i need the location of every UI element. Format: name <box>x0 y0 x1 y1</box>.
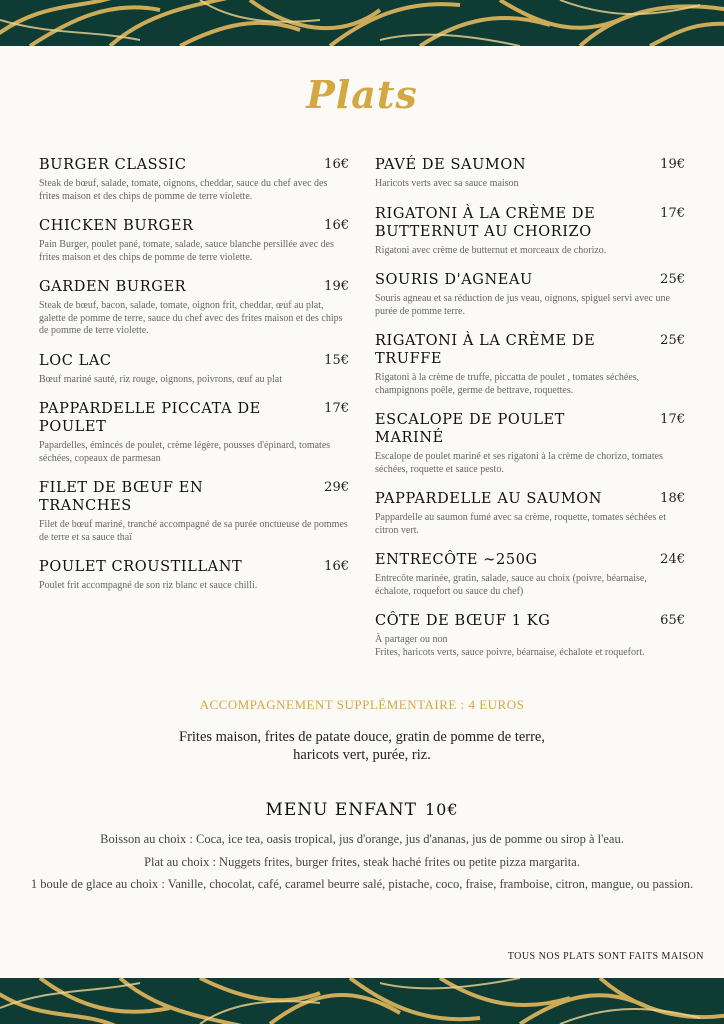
dish-name: GARDEN BURGER <box>39 279 187 295</box>
dish-price: 16€ <box>324 559 349 574</box>
dish-description: Haricots verts avec sa sauce maison <box>375 178 519 189</box>
dish-description: Papardelles, émincés de poulet, crème légère, pousses d'épinard, tomates séchées, copeaux de parmesan <box>39 440 331 464</box>
dish-header <box>39 156 349 174</box>
dish-item <box>375 490 685 537</box>
dish-name: ESCALOPE DE POULET MARINÉ <box>375 412 565 446</box>
dish-header <box>375 411 685 447</box>
dish-name: ENTRECÔTE ~250G <box>375 552 538 568</box>
page-title: Plats <box>306 72 418 117</box>
dish-item <box>39 400 349 465</box>
dish-description: Rigatoni à la crème de truffe, piccatta de poulet , tomates séchées, champignons poêle, germe de bettrave, roquettes. <box>375 372 640 396</box>
dish-price: 16€ <box>324 218 349 233</box>
dish-description: À partager ou non Frites, haricots verts, sauce poivre, béarnaise, échalote et roquefort. <box>375 634 645 658</box>
dish-header <box>375 156 685 174</box>
dish-name: POULET CROUSTILLANT <box>39 559 243 575</box>
dish-name: CÔTE DE BŒUF 1 KG <box>375 613 551 629</box>
dish-description: Pain Burger, poulet pané, tomate, salade, sauce blanche persillée avec des frites maison et des chips de pomme de terre violette. <box>39 239 334 263</box>
dish-price: 25€ <box>660 333 685 348</box>
dish-description: Steak de bœuf, salade, tomate, oignons, cheddar, sauce du chef avec des frites maison et des chips de pomme de terre violette. <box>39 178 328 202</box>
accompagnement-text: Frites maison, frites de patate douce, gratin de pomme de terre, haricots vert, purée, riz. <box>179 729 545 763</box>
dish-description: Steak de bœuf, bacon, salade, tomate, oignon frit, cheddar, œuf au plat, galette de pomme de terre, sauce du chef avec des frites maison et des chips de pomme de terre violette. <box>39 300 343 336</box>
kids-menu-name: MENU ENFANT <box>265 800 417 820</box>
dish-price: 24€ <box>660 552 685 567</box>
dish-item <box>375 411 685 476</box>
dish-header <box>39 479 349 515</box>
accompagnement-title: ACCOMPAGNEMENT SUPPLÉMENTAIRE : 4 EUROS <box>199 697 525 712</box>
dish-header <box>375 612 685 630</box>
kids-menu-title <box>0 800 724 820</box>
dish-header <box>375 551 685 569</box>
kids-menu-price: 10€ <box>424 800 459 819</box>
dish-item <box>39 278 349 338</box>
bottom-leaf-band <box>0 978 724 1024</box>
top-leaf-band <box>0 0 724 46</box>
dish-item <box>375 205 685 258</box>
kids-menu-glace: 1 boule de glace au choix : Vanille, chocolat, café, caramel beurre salé, pistache, coco, fraise, framboise, citron, mangue, ou passion. <box>30 877 694 891</box>
dish-header <box>375 332 685 368</box>
right-dish-column <box>375 156 685 673</box>
dish-item <box>375 332 685 397</box>
dish-header <box>375 271 685 289</box>
dish-item <box>375 271 685 318</box>
dish-header <box>375 490 685 508</box>
dish-header <box>39 217 349 235</box>
dish-price: 19€ <box>660 157 685 172</box>
dish-item <box>39 352 349 387</box>
dish-price: 29€ <box>324 480 349 495</box>
dish-description: Pappardelle au saumon fumé avec sa crème, roquette, tomates séchées et citron vert. <box>375 512 666 536</box>
dish-description: Rigatoni avec crème de butternut et morceaux de chorizo. <box>375 244 607 256</box>
dish-header <box>39 558 349 576</box>
dish-price: 17€ <box>324 401 349 416</box>
dish-price: 25€ <box>660 272 685 287</box>
dish-description: Filet de bœuf mariné, tranché accompagné de sa purée onctueuse de pommes de terre et sa sauce thaï <box>39 519 348 543</box>
dish-price: 17€ <box>660 412 685 427</box>
dish-item <box>375 612 685 659</box>
dish-description: Poulet frit accompagné de son riz blanc et sauce chilli. <box>39 580 258 591</box>
dish-description: Entrecôte marinée, gratin, salade, sauce au choix (poivre, béarnaise, échalote, roquefort ou sauce du chef) <box>375 573 647 597</box>
dish-price: 17€ <box>660 205 685 221</box>
dish-price: 15€ <box>324 352 349 368</box>
dish-name: PAPPARDELLE AU SAUMON <box>375 491 603 507</box>
dish-item <box>39 156 349 203</box>
dish-name: PAPPARDELLE PICCATA DE POULET <box>39 401 261 435</box>
dish-price: 65€ <box>660 613 685 628</box>
dish-name: RIGATONI À LA CRÈME DE BUTTERNUT AU CHORIZO <box>375 205 596 240</box>
footer-note: TOUS NOS PLATS SONT FAITS MAISON <box>507 951 704 962</box>
dish-name: RIGATONI À LA CRÈME DE TRUFFE <box>375 333 596 367</box>
dish-name: PAVÉ DE SAUMON <box>375 157 527 173</box>
dish-header <box>375 205 685 241</box>
dish-header <box>39 352 349 370</box>
dish-header <box>39 278 349 296</box>
kids-menu-boisson: Boisson au choix : Coca, ice tea, oasis tropical, jus d'orange, jus d'ananas, jus de pomme ou sirop à l'eau. <box>100 832 624 846</box>
dish-price: 18€ <box>660 491 685 506</box>
dish-description: Souris agneau et sa réduction de jus veau, oignons, spiguel servi avec une purée de pomme terre. <box>375 293 670 317</box>
dish-item <box>39 479 349 544</box>
left-dish-column <box>39 156 349 607</box>
dish-description: Bœuf mariné sauté, riz rouge, oignons, poivrons, œuf au plat <box>39 373 283 385</box>
kids-menu-plat: Plat au choix : Nuggets frites, burger frites, steak haché frites ou petite pizza margarita. <box>144 855 580 869</box>
dish-item <box>39 217 349 264</box>
dish-name: CHICKEN BURGER <box>39 218 194 234</box>
dish-item <box>375 551 685 598</box>
dish-name: FILET DE BŒUF EN TRANCHES <box>39 480 204 514</box>
dish-price: 16€ <box>324 157 349 172</box>
dish-header <box>39 400 349 436</box>
dish-name: SOURIS D'AGNEAU <box>375 272 533 288</box>
dish-item <box>39 558 349 593</box>
dish-price: 19€ <box>324 279 349 294</box>
dish-description: Escalope de poulet mariné et ses rigatoni à la crème de chorizo, tomates séchées, roquette et sauce pesto. <box>375 451 663 475</box>
dish-name: LOC LAC <box>39 352 112 369</box>
dish-item <box>375 156 685 191</box>
dish-name: BURGER CLASSIC <box>39 157 187 173</box>
